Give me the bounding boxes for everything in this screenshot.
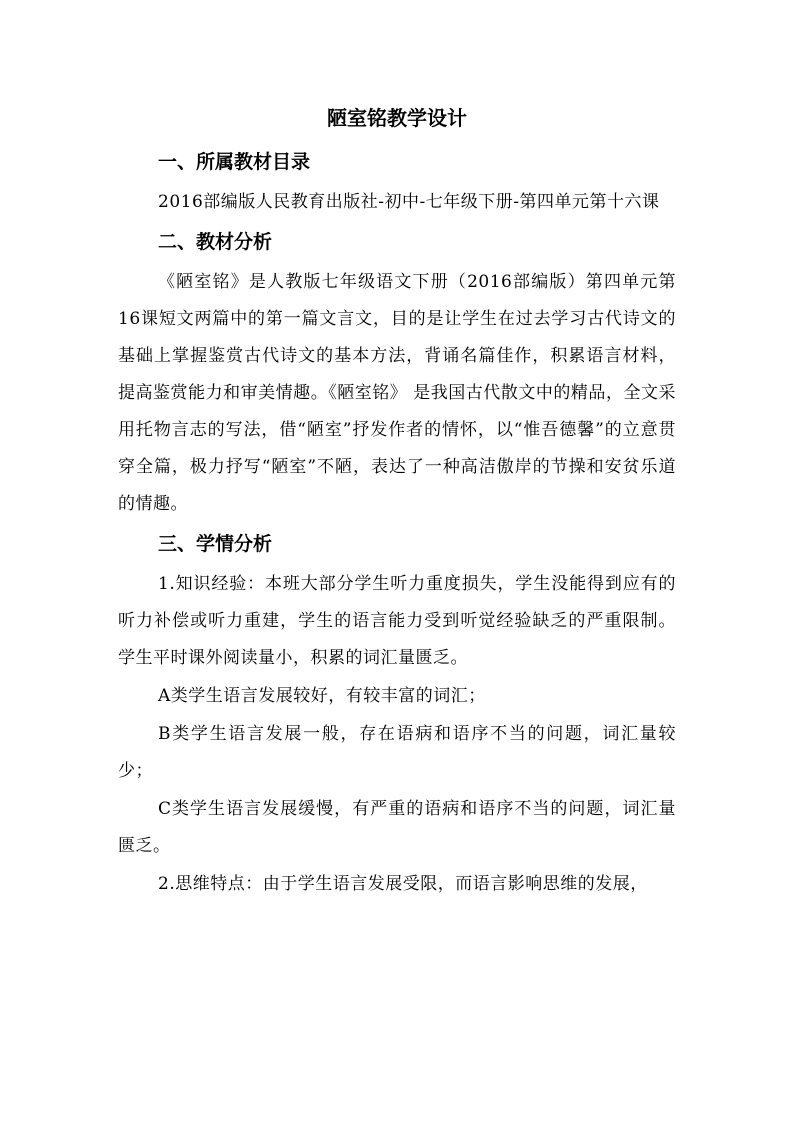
section-heading: 二、教材分析 [158,231,273,253]
paragraph: 1.知识经验：本班大部分学生听力重度损失，学生没能得到应有的听力补偿或听力重建，学生的语言能力受到听觉经验缺乏的严重限制。学生平时课外阅读量小，积累的词汇量匮乏。 [118,574,676,668]
document-title: 陋室铭教学设计 [327,106,467,130]
paragraph: 2.思维特点：由于学生语言发展受限，而语言影响思维的发展， [158,874,648,894]
section-heading: 三、学情分析 [158,533,273,555]
section-student-analysis [118,524,676,903]
document-body [118,100,676,904]
section-textbook-catalog [118,142,676,221]
paragraph: B类学生语言发展一般，存在语病和语序不当的问题，词汇量较少； [118,724,676,781]
paragraph: 《陋室铭》是人教版七年级语文下册（2016部编版）第四单元第16课短文两篇中的第一篇文言文，目的是让学生在过去学习古代诗文的基础上掌握鉴赏古代诗文的基本方法，背诵名篇佳作，积累语言材料，提高鉴赏能力和审美情趣。《陋室铭》 是我国古代散文中的精品，全文采用托物言志的写法，借“陋室”抒发作者的情怀，以“惟吾德馨”的立意贯穿全篇，极力抒写“陋室”不陋，表达了一种高洁傲岸的节操和安贫乐道的情趣。 [118,272,676,514]
paragraph: A类学生语言发展较好，有较丰富的词汇； [158,686,486,706]
section-textbook-analysis [118,222,676,523]
section-heading: 一、所属教材目录 [158,151,311,173]
paragraph: C类学生语言发展缓慢，有严重的语病和语序不当的问题，词汇量匮乏。 [118,799,676,856]
paragraph: 2016部编版人民教育出版社-初中-七年级下册-第四单元第十六课 [158,192,660,212]
